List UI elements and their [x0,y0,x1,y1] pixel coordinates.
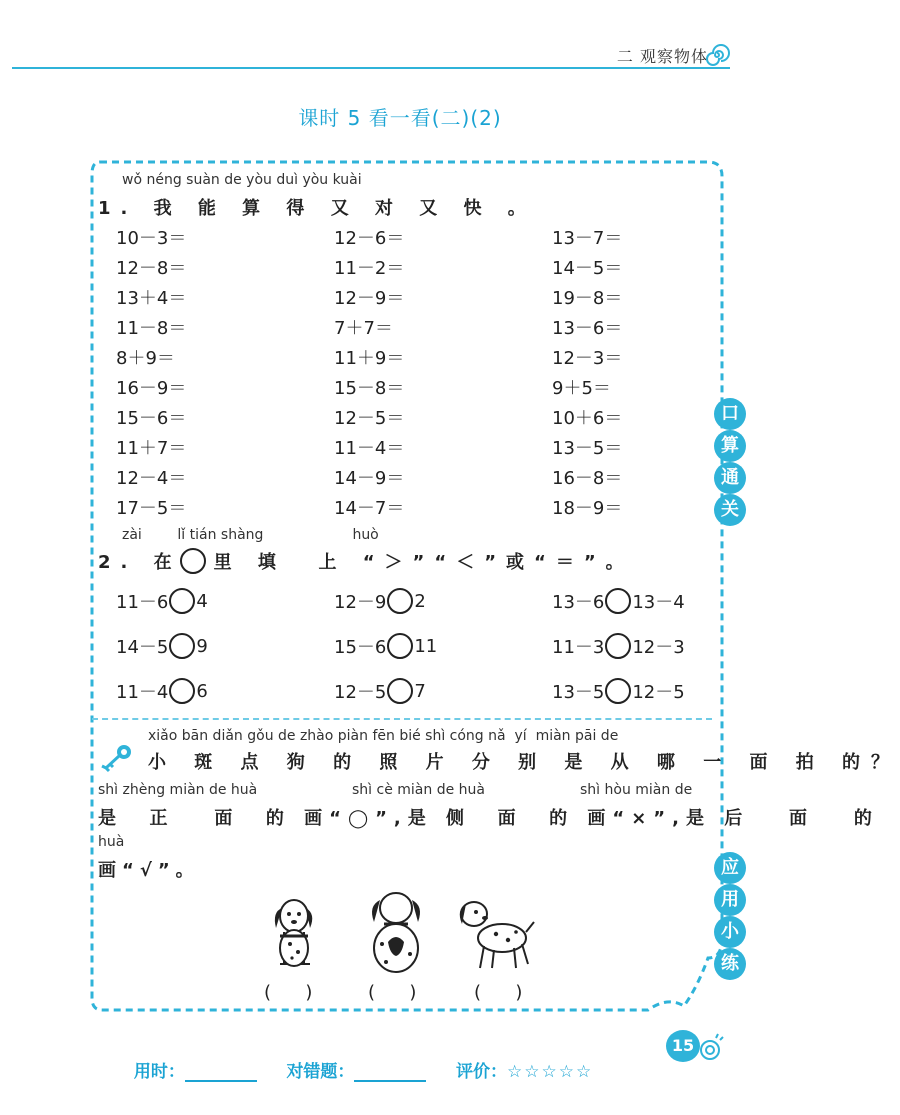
equation: 15－6＝ [116,408,187,429]
equation: 18－9＝ [552,498,623,519]
comparison-right: 6 [196,680,208,702]
comparison-left: 14－5 [116,637,169,658]
equation: 7＋7＝ [334,318,393,339]
comparison-left: 12－5 [334,682,387,703]
key-icon [98,742,134,776]
comparison-right: 4 [196,590,208,612]
answer-circle[interactable] [169,678,195,704]
answer-circle[interactable] [169,633,195,659]
answer-circle[interactable] [169,588,195,614]
q3-text2: 是 正 面 的 画“◯”,是 侧 面 的 画“×”,是 后 面 的 [98,808,879,829]
q2-text [98,548,634,574]
equation: 13－5＝ [552,438,623,459]
equation: 12－6＝ [334,228,405,249]
answer-circle[interactable] [605,633,631,659]
q3-pinyin1: xiǎo bān diǎn gǒu de zhào piàn fēn bié shì cóng nǎ yí miàn pāi de [148,728,619,744]
comparison [552,588,685,614]
comparison [116,588,208,614]
answer-circle-icon [180,548,206,574]
side-tab-bottom: 应 [714,852,746,884]
equation: 12－3＝ [552,348,623,369]
comparison [334,588,426,614]
equation: 14－5＝ [552,258,623,279]
equation: 13＋4＝ [116,288,187,309]
answer-circle[interactable] [387,588,413,614]
comparison-right: 9 [196,635,208,657]
snail-icon [698,1032,724,1062]
equation: 12－5＝ [334,408,405,429]
errors-label: 对错题： [286,1062,355,1082]
side-tab-top: 口 [714,398,746,430]
dalmatian-back-image [358,884,434,976]
answer-circle[interactable] [387,633,413,659]
equation: 13－6＝ [552,318,623,339]
equation: 11＋7＝ [116,438,187,459]
equation: 11＋9＝ [334,348,405,369]
q3-text1: 小 斑 点 狗 的 照 片 分 别 是 从 哪 一 面 拍 的？ [148,752,900,773]
q2-text-b: 里 填 上 “＞”“＜”或“＝”。 [213,552,634,573]
q3-pinyin2b: shì cè miàn de huà [352,782,485,798]
dalmatian-front-image [262,888,332,974]
time-blank[interactable] [185,1080,257,1082]
comparison [116,633,208,659]
comparison-left: 13－5 [552,682,605,703]
comparison-right: 11 [414,635,438,657]
answer-blank[interactable]: ( ) [368,982,417,1003]
dalmatian-side-image [452,888,536,974]
comparison-right: 12－3 [632,637,685,658]
equation: 12－4＝ [116,468,187,489]
comparison [552,633,685,659]
side-tab-top: 通 [714,462,746,494]
side-tab-bottom: 练 [714,948,746,980]
side-tab-bottom: 用 [714,884,746,916]
header-rule [12,67,730,69]
equation: 10－3＝ [116,228,187,249]
comparison-left: 11－6 [116,592,169,613]
section-divider [92,718,712,720]
side-tab-top: 算 [714,430,746,462]
rating-label: 评价： [456,1062,508,1082]
answer-circle[interactable] [387,678,413,704]
equation: 14－9＝ [334,468,405,489]
equation: 16－8＝ [552,468,623,489]
equation: 13－7＝ [552,228,623,249]
side-tab-top: 关 [714,494,746,526]
comparison [334,633,437,659]
equation: 17－5＝ [116,498,187,519]
errors-blank[interactable] [354,1080,426,1082]
equation: 14－7＝ [334,498,405,519]
rating-stars: ☆☆☆☆☆ [507,1062,594,1082]
equation: 11－8＝ [116,318,187,339]
q3-pinyin3: huà [98,834,125,850]
equation: 12－9＝ [334,288,405,309]
footer [122,1037,593,1082]
q3-text3: 画“√”。 [98,860,200,881]
equation: 11－2＝ [334,258,405,279]
comparison-right: 7 [414,680,426,702]
equation: 9＋5＝ [552,378,611,399]
comparison-left: 12－9 [334,592,387,613]
comparison-right: 12－5 [632,682,685,703]
answer-circle[interactable] [605,678,631,704]
chapter-title: 二 观察物体 [616,47,708,66]
answer-blank[interactable]: ( ) [264,982,313,1003]
equation: 11－4＝ [334,438,405,459]
answer-blank[interactable]: ( ) [474,982,523,1003]
equation: 10＋6＝ [552,408,623,429]
equation: 8＋9＝ [116,348,175,369]
equation: 12－8＝ [116,258,187,279]
page-number: 15 [666,1030,700,1062]
time-label: 用时： [133,1062,185,1082]
comparison-right: 13－4 [632,592,685,613]
q1-text: 1. 我 能 算 得 又 对 又 快 。 [98,198,536,219]
equation: 16－9＝ [116,378,187,399]
q2-pinyin: zài lǐ tián shàng huò [122,527,379,543]
comparison-left: 11－3 [552,637,605,658]
comparison [334,678,426,704]
answer-circle[interactable] [605,588,631,614]
comparison-right: 2 [414,590,426,612]
comparison [552,678,685,704]
side-tab-bottom: 小 [714,916,746,948]
q3-pinyin2c: shì hòu miàn de [580,782,693,798]
lesson-title: 课时 5 看一看(二)(2) [298,106,502,130]
equation: 15－8＝ [334,378,405,399]
comparison [116,678,208,704]
q2-text-a: 2. 在 [98,552,182,573]
q3-pinyin2a: shì zhèng miàn de huà [98,782,258,798]
spiral-icon [705,43,729,67]
comparison-left: 15－6 [334,637,387,658]
comparison-left: 11－4 [116,682,169,703]
comparison-left: 13－6 [552,592,605,613]
q1-pinyin: wǒ néng suàn de yòu duì yòu kuài [122,172,362,188]
equation: 19－8＝ [552,288,623,309]
